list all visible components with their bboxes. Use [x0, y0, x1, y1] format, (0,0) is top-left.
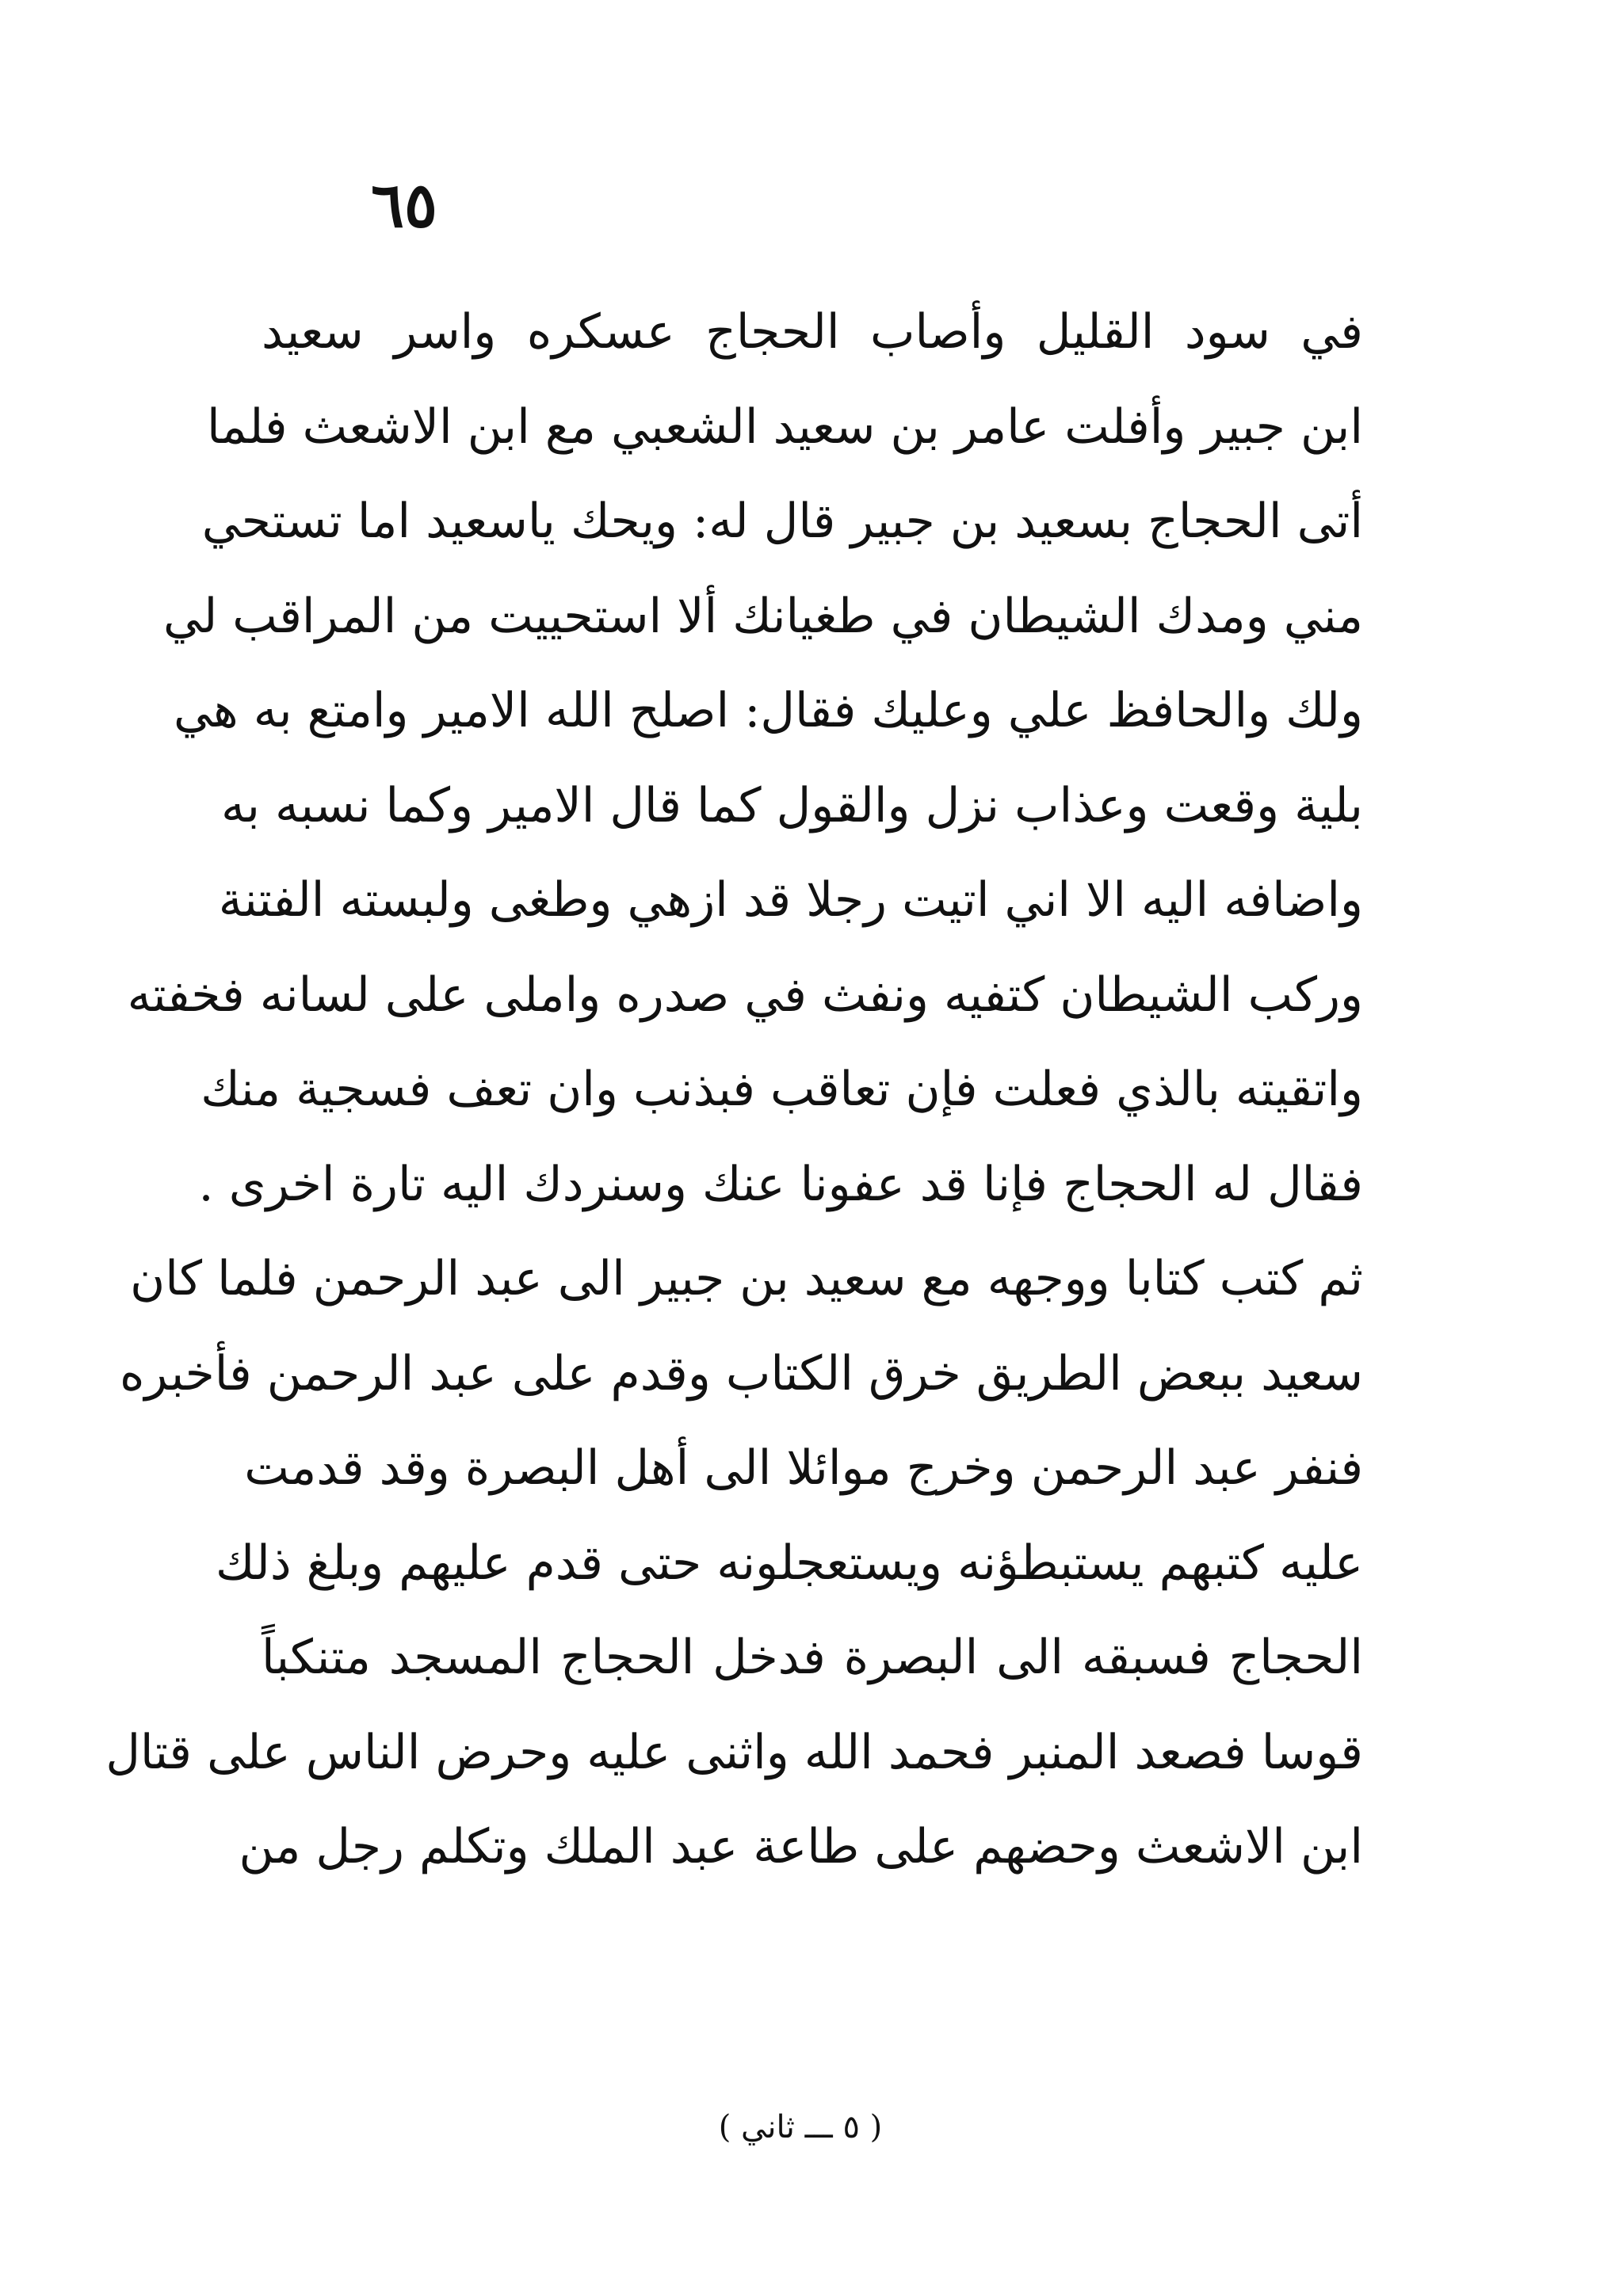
text-line-1: في سود القليل وأصاب الحجاج عسكره واسر سعيد — [262, 304, 1363, 360]
text-line-2: ابن جبير وأفلت عامر بن سعيد الشعبي مع ابن الاشعث فلما — [207, 399, 1363, 455]
text-line-10: فقال له الحجاج فإنا قد عفونا عنك وسنردك اليه تارة اخرى . — [198, 1156, 1363, 1212]
text-line-5: ولك والحافظ علي وعليك فقال: اصلح الله الامير وامتع به هي — [174, 683, 1363, 738]
text-line-9: واتقيته بالذي فعلت فإن تعاقب فبذنب وان تعف فسجية منك — [200, 1062, 1363, 1117]
text-line-8: وركب الشيطان كتفيه ونفث في صدره واملى على لسانه فخفته — [127, 967, 1363, 1023]
page-number: ٦٥ — [371, 170, 437, 242]
text-line-15: الحجاج فسبقه الى البصرة فدخل الحجاج المسجد متنكباً — [262, 1630, 1363, 1685]
text-line-6: بلية وقعت وعذاب نزل والقول كما قال الامير وكما نسبه به — [221, 777, 1363, 833]
text-line-13: فنفر عبد الرحمن وخرج موائلا الى أهل البصرة وقد قدمت — [244, 1440, 1363, 1496]
text-line-11: ثم كتب كتابا ووجهه مع سعيد بن جبير الى عبد الرحمن فلما كان — [130, 1251, 1363, 1306]
text-line-16: قوسا فصعد المنبر فحمد الله واثنى عليه وحرض الناس على قتال — [105, 1724, 1363, 1780]
text-line-12: سعيد ببعض الطريق خرق الكتاب وقدم على عبد الرحمن فأخبره — [119, 1345, 1363, 1402]
text-line-17: ابن الاشعث وحضهم على طاعة عبد الملك وتكلم رجل من — [239, 1819, 1363, 1875]
text-line-4: مني ومدك الشيطان في طغيانك ألا استحييت من المراقب لي — [162, 588, 1363, 644]
printer-signature: ( ٥ ـــ ثاني ) — [718, 2109, 883, 2145]
body-text — [105, 285, 1363, 1895]
text-line-3: أتى الحجاج بسعيد بن جبير قال له: ويحك ياسعيد اما تستحي — [201, 494, 1363, 549]
text-line-7: واضافه اليه الا اني اتيت رجلا قد ازهي وطغى ولبسته الفتنة — [218, 872, 1363, 928]
text-line-14: عليه كتبهم يستبطؤنه ويستعجلونه حتى قدم عليهم وبلغ ذلك — [215, 1535, 1363, 1591]
